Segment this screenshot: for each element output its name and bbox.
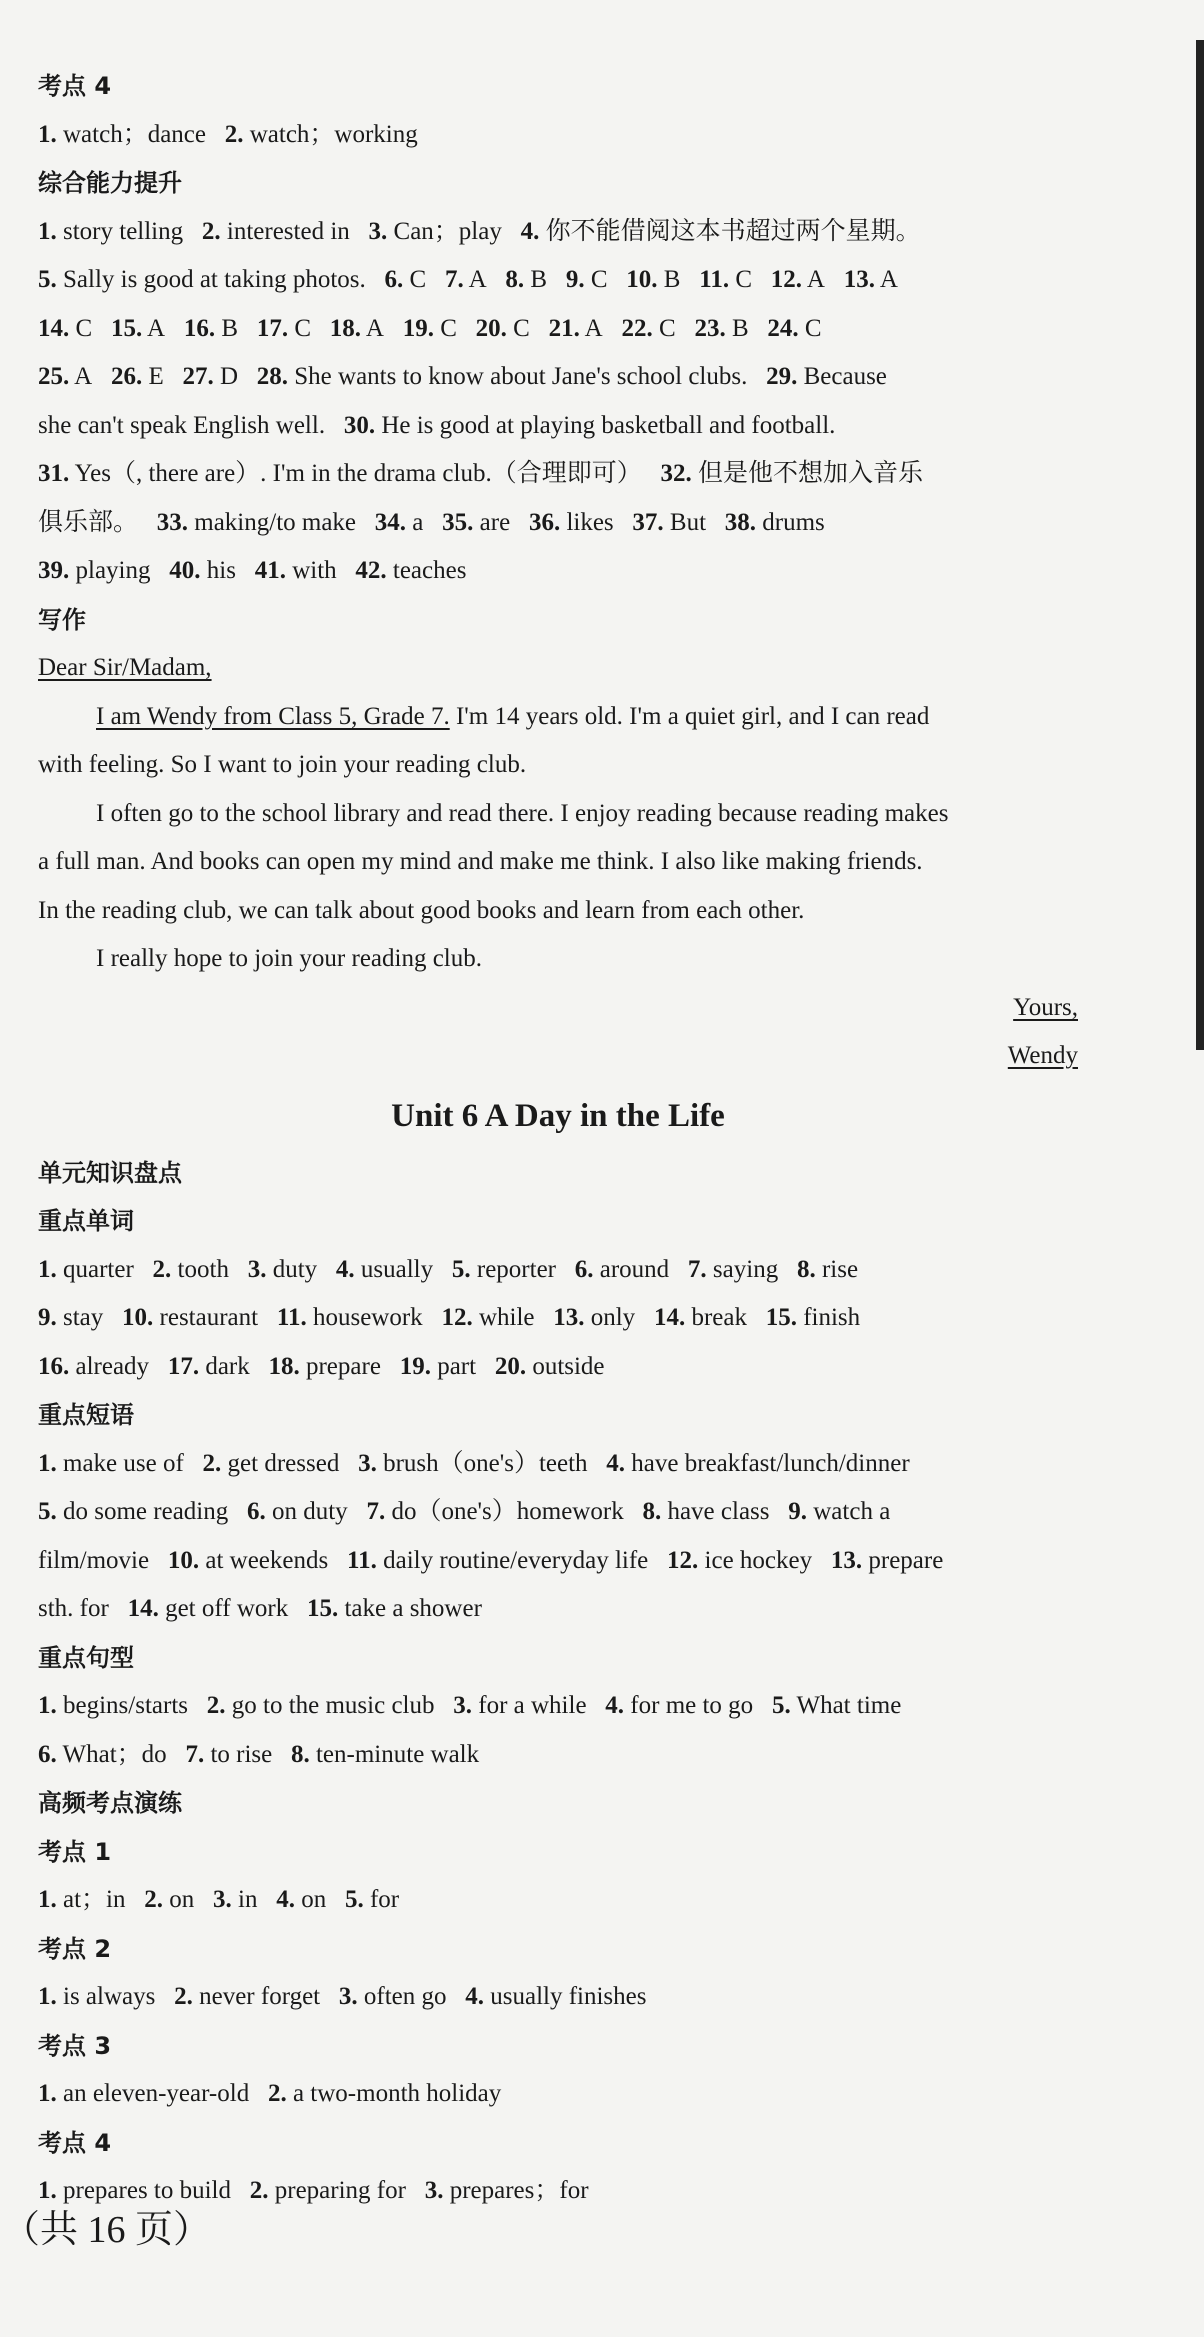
- answer-item: 12. ice hockey: [667, 1546, 813, 1574]
- answer-item: 20. outside: [494, 1352, 605, 1380]
- answer-line: [38, 1731, 1078, 1780]
- answer-item: 17. C: [256, 314, 311, 342]
- answer-item: 42. teaches: [355, 557, 467, 584]
- answer-item: 15. A: [110, 314, 166, 342]
- answer-item: 4. usually: [335, 1255, 434, 1283]
- answer-item: 4. have breakfast/lunch/dinner: [606, 1449, 910, 1477]
- answer-item: 10. B: [626, 266, 681, 293]
- answer-item: 10. at weekends: [167, 1546, 329, 1574]
- letter-text: I often go to the school library and read there. I enjoy reading because reading makes: [96, 799, 949, 827]
- answer-item: 2. get dressed: [202, 1449, 340, 1477]
- answer-item: 4. 你不能借阅这本书超过两个星期。: [520, 217, 921, 245]
- answer-item: 9. watch a: [788, 1498, 891, 1525]
- answer-item: 14. break: [653, 1304, 747, 1331]
- section-heading: 综合能力提升: [38, 169, 182, 197]
- answer-item: 1. begins/starts: [38, 1692, 188, 1719]
- answer-item: 4. usually finishes: [465, 1983, 647, 2010]
- answer-item: 18. prepare: [268, 1352, 381, 1380]
- answer-item: 4. for me to go: [605, 1692, 754, 1719]
- answer-line: [38, 1585, 1078, 1634]
- answer-item: 15. take a shower: [306, 1595, 482, 1622]
- letter-text: In the reading club, we can talk about good books and learn from each other.: [38, 896, 805, 924]
- answer-line: [38, 450, 1078, 499]
- answer-item: 2. preparing for: [249, 2177, 406, 2204]
- answer-item: 3. brush（one's）teeth: [358, 1449, 588, 1477]
- answer-item: 5. for: [344, 1886, 400, 1913]
- answer-item: 3. Can；play: [368, 217, 502, 245]
- section-heading: 考点 3: [38, 2031, 112, 2060]
- answer-item: 12. while: [441, 1304, 535, 1331]
- answer-item: 7. to rise: [185, 1740, 273, 1768]
- section-heading: 单元知识盘点: [38, 1158, 182, 1187]
- section-heading: 高频考点演练: [38, 1789, 182, 1817]
- answer-item: 7. A: [444, 266, 487, 293]
- answer-item: film/movie: [38, 1546, 150, 1574]
- answer-item: 2. a two-month holiday: [267, 2080, 502, 2107]
- answer-line: [38, 1488, 1078, 1537]
- answer-item: 2. watch；working: [224, 120, 418, 148]
- answer-item: 40. his: [169, 557, 236, 584]
- answer-item: 14. get off work: [127, 1595, 289, 1622]
- answer-item: 27. D: [182, 363, 239, 390]
- letter-text: with feeling. So I want to join your reading club.: [38, 751, 527, 778]
- answer-item: 13. A: [843, 266, 898, 293]
- answer-line: [38, 402, 1078, 451]
- section-heading: 考点 1: [38, 1837, 112, 1866]
- answer-item: sth. for: [38, 1595, 109, 1622]
- answer-item: 9. C: [565, 266, 608, 293]
- section-heading: 考点 4: [38, 72, 112, 100]
- answer-item: 31. Yes（, there are）. I'm in the drama club.（合理即可）: [38, 460, 642, 487]
- letter-closing: Yours,: [1013, 993, 1078, 1021]
- answer-item: 5. reporter: [451, 1255, 556, 1283]
- answer-item: 6. C: [384, 266, 427, 293]
- answer-item: 37. But: [632, 508, 707, 536]
- answer-item: 5. do some reading: [38, 1498, 229, 1525]
- answer-item: 15. finish: [765, 1304, 861, 1331]
- answer-item: 5. What time: [771, 1692, 902, 1719]
- answer-item: 28. She wants to know about Jane's school clubs.: [256, 363, 748, 390]
- section-heading: 考点 2: [38, 1934, 112, 1963]
- answer-item: 5. Sally is good at taking photos.: [38, 266, 366, 293]
- answer-item: 1. an eleven-year-old: [38, 2080, 250, 2107]
- answer-line: [38, 256, 1078, 305]
- answer-item: 9. stay: [38, 1304, 104, 1331]
- answer-item: 俱乐部。: [38, 508, 139, 536]
- answer-item: 1. make use of: [38, 1449, 184, 1477]
- answer-item: 14. C: [38, 314, 93, 342]
- answer-item: 39. playing: [38, 557, 151, 584]
- answer-item: 25. A: [38, 363, 93, 390]
- letter-text: a full man. And books can open my mind and make me think. I also like making friends.: [38, 848, 923, 875]
- answer-item: 34. a: [374, 508, 424, 536]
- answer-item: 8. B: [505, 266, 548, 293]
- answer-item: 2. on: [144, 1886, 195, 1913]
- answer-item: 11. C: [699, 266, 753, 293]
- answer-line: [38, 1973, 1078, 2022]
- answer-item: 3. for a while: [453, 1692, 587, 1719]
- answer-item: 11. housework: [276, 1304, 423, 1331]
- answer-item: 1. is always: [38, 1983, 156, 2010]
- answer-item: 1. prepares to build: [38, 2177, 232, 2204]
- answer-item: 6. What；do: [38, 1740, 167, 1768]
- letter-greeting: Dear Sir/Madam,: [38, 654, 212, 681]
- answer-item: 7. saying: [687, 1255, 779, 1283]
- answer-item: 19. part: [399, 1352, 477, 1380]
- answer-item: 2. tooth: [152, 1255, 229, 1283]
- answer-item: 8. rise: [796, 1255, 859, 1283]
- answer-line: [38, 547, 1078, 596]
- answer-line: [38, 1876, 1078, 1925]
- section-heading: 重点单词: [38, 1207, 134, 1235]
- answer-item: 20. C: [475, 314, 530, 342]
- answer-item: 16. B: [183, 314, 239, 342]
- answer-item: 21. A: [548, 314, 603, 342]
- letter-text: I really hope to join your reading club.: [96, 945, 482, 972]
- answer-item: 32. 但是他不想加入音乐: [660, 460, 923, 487]
- answer-item: 19. C: [402, 314, 457, 342]
- answer-item: 30. He is good at playing basketball and football.: [343, 411, 836, 439]
- answer-item: 3. duty: [247, 1255, 318, 1283]
- answer-item: 24. C: [767, 314, 822, 342]
- answer-item: 26. E: [110, 363, 164, 390]
- answer-item: 1. story telling: [38, 217, 184, 245]
- letter-signature: Wendy: [1007, 1042, 1078, 1069]
- answer-item: 29. Because: [766, 363, 887, 390]
- answer-item: she can't speak English well.: [38, 411, 326, 439]
- answer-line: [38, 1440, 1078, 1489]
- answer-item: 22. C: [621, 314, 676, 342]
- answer-item: 17. dark: [167, 1352, 250, 1380]
- answer-item: 33. making/to make: [156, 508, 357, 536]
- writing-heading: 写作: [38, 605, 86, 634]
- answer-item: 41. with: [254, 557, 337, 584]
- page-count-footer: （共 16 页）: [2, 2209, 212, 2251]
- answer-item: 11. daily routine/everyday life: [346, 1546, 649, 1574]
- answer-item: 2. never forget: [174, 1983, 321, 2010]
- answer-item: 16. already: [38, 1352, 150, 1380]
- answer-item: 8. have class: [642, 1498, 770, 1525]
- answer-line: [38, 1537, 1078, 1586]
- page-edge-bar: [1196, 40, 1204, 1050]
- answer-line: [38, 2070, 1078, 2119]
- answer-item: 23. B: [694, 314, 749, 342]
- answer-item: 1. quarter: [38, 1255, 134, 1283]
- answer-item: 3. often go: [338, 1983, 447, 2010]
- answer-line: [38, 1343, 1078, 1392]
- section-heading: 重点短语: [38, 1401, 134, 1429]
- answer-item: 3. prepares；for: [424, 2177, 589, 2204]
- answer-item: 2. go to the music club: [206, 1692, 435, 1719]
- answer-item: 6. on duty: [246, 1498, 348, 1525]
- answer-item: 8. ten-minute walk: [290, 1740, 480, 1768]
- section-heading: 重点句型: [38, 1643, 134, 1672]
- section-heading: 考点 4: [38, 2128, 112, 2157]
- answer-line: [38, 1682, 1078, 1731]
- answer-item: 7. do（one's）homework: [366, 1498, 624, 1525]
- answer-item: 38. drums: [724, 508, 825, 536]
- answer-item: 13. only: [553, 1304, 636, 1331]
- answer-line: [38, 1246, 1078, 1295]
- answer-item: 35. are: [442, 508, 511, 536]
- answer-page: [38, 62, 1078, 2216]
- answer-line: [38, 305, 1078, 354]
- answer-item: 6. around: [574, 1255, 670, 1283]
- answer-line: [38, 208, 1078, 257]
- answer-line: [38, 353, 1078, 402]
- answer-item: 10. restaurant: [122, 1304, 259, 1331]
- answer-item: 18. A: [329, 314, 384, 342]
- answer-item: 4. on: [276, 1886, 327, 1913]
- answer-item: 2. interested in: [201, 217, 350, 245]
- answer-item: 12. A: [770, 266, 825, 293]
- answer-item: 36. likes: [528, 508, 614, 536]
- letter-text: I'm 14 years old. I'm a quiet girl, and I can read: [449, 702, 930, 730]
- answer-line: [38, 1294, 1078, 1343]
- answer-item: 1. at；in: [38, 1886, 126, 1913]
- letter-intro-underlined: I am Wendy from Class 5, Grade 7.: [96, 702, 450, 730]
- answer-item: 1. watch；dance: [38, 120, 206, 148]
- answer-line: [38, 499, 1078, 548]
- answer-line: [38, 111, 1078, 160]
- answer-item: 13. prepare: [830, 1546, 944, 1574]
- answer-item: 3. in: [213, 1886, 258, 1913]
- unit-title: Unit 6 A Day in the Life: [391, 1097, 725, 1134]
